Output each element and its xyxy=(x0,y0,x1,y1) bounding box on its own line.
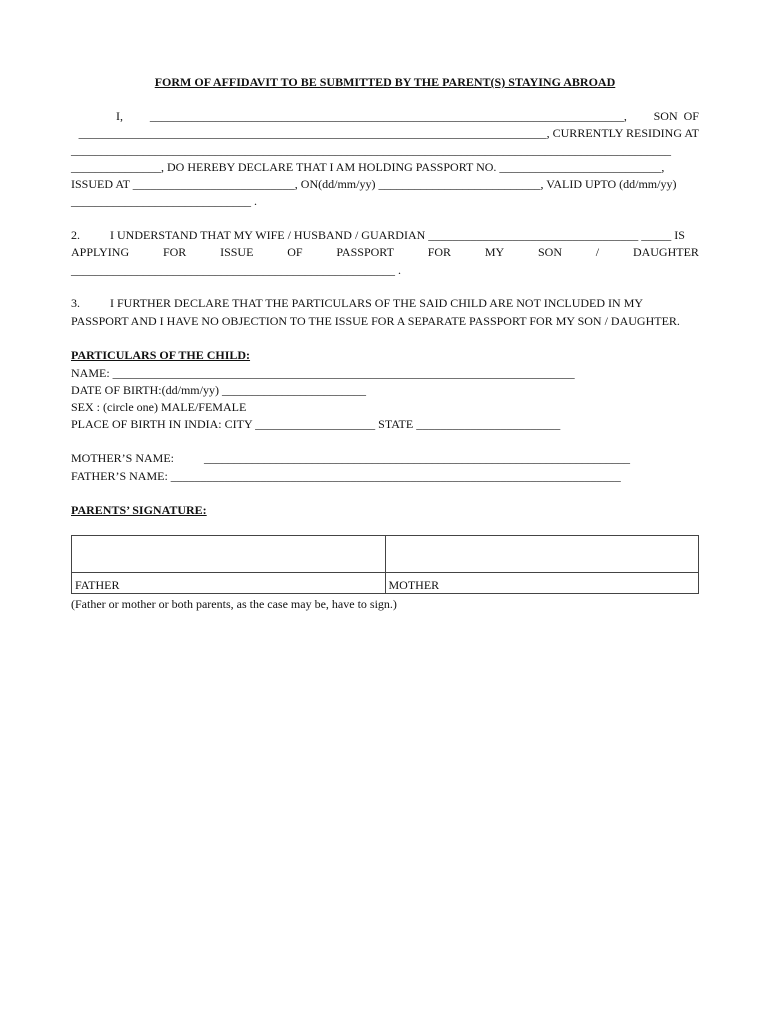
p2-line-1: 2. I UNDERSTAND THAT MY WIFE / HUSBAND / GUARDIAN ___________________________________ _____ IS xyxy=(71,228,685,242)
child-name-field: NAME: _____________________________________________________________________________ xyxy=(71,366,575,380)
father-signature-box xyxy=(72,536,386,573)
p2-word: OF xyxy=(287,245,303,259)
p1-line-2: ______________________________________________________________________________, CURRENTLY RESIDING AT xyxy=(78,126,699,140)
signature-table xyxy=(71,535,699,594)
signature-note: (Father or mother or both parents, as the case may be, have to sign.) xyxy=(71,597,397,611)
p2-word: FOR xyxy=(162,245,187,259)
p2-word: DAUGHTER xyxy=(632,245,699,259)
p1-line-1 xyxy=(71,108,699,124)
mother-name-field: MOTHER’S NAME: _______________________________________________________________________ xyxy=(71,451,631,465)
father-signature-label: FATHER xyxy=(72,573,386,594)
p2-word: FOR xyxy=(427,245,452,259)
p2-line-2 xyxy=(71,244,699,260)
p1-line-3: ____________________________________________________________________________________________________ xyxy=(71,143,671,157)
p2-word: APPLYING xyxy=(71,245,130,259)
p2-word: / xyxy=(595,245,600,259)
p1-line-6: ______________________________ . xyxy=(71,194,257,208)
p1-son-of-label: SON OF xyxy=(653,109,699,123)
child-dob-field: DATE OF BIRTH:(dd/mm/yy) ________________________ xyxy=(71,383,366,397)
p2-word: SON xyxy=(537,245,562,259)
p1-line-5: ISSUED AT ___________________________, ON(dd/mm/yy) ___________________________, VALID UPTO (dd/mm/yy) xyxy=(71,177,677,191)
father-name-field: FATHER’S NAME: ___________________________________________________________________________ xyxy=(71,469,621,483)
signature-heading: PARENTS’ SIGNATURE: xyxy=(71,503,207,517)
mother-signature-box xyxy=(385,536,699,573)
child-sex-field: SEX : (circle one) MALE/FEMALE xyxy=(71,400,247,414)
child-birthplace-field: PLACE OF BIRTH IN INDIA: CITY ____________________ STATE ________________________ xyxy=(71,417,561,431)
p3-line-1: 3. I FURTHER DECLARE THAT THE PARTICULARS OF THE SAID CHILD ARE NOT INCLUDED IN MY xyxy=(71,296,644,310)
p1-line-4: _______________, DO HEREBY DECLARE THAT I AM HOLDING PASSPORT NO. ___________________________, xyxy=(71,160,665,174)
form-title: FORM OF AFFIDAVIT TO BE SUBMITTED BY THE PARENT(S) STAYING ABROAD xyxy=(154,75,616,89)
mother-signature-label: MOTHER xyxy=(385,573,699,594)
p1-i-label: I, xyxy=(116,109,123,123)
p1-name-blank: _______________________________________________________________________________, xyxy=(149,109,627,123)
p2-word: PASSPORT xyxy=(336,245,394,259)
p2-line-3: ______________________________________________________ . xyxy=(71,263,401,277)
p2-word: ISSUE xyxy=(220,245,254,259)
p2-word: MY xyxy=(484,245,505,259)
particulars-heading: PARTICULARS OF THE CHILD: xyxy=(71,348,251,362)
p3-line-2: PASSPORT AND I HAVE NO OBJECTION TO THE ISSUE FOR A SEPARATE PASSPORT FOR MY SON / DAUGHTER. xyxy=(71,314,680,328)
